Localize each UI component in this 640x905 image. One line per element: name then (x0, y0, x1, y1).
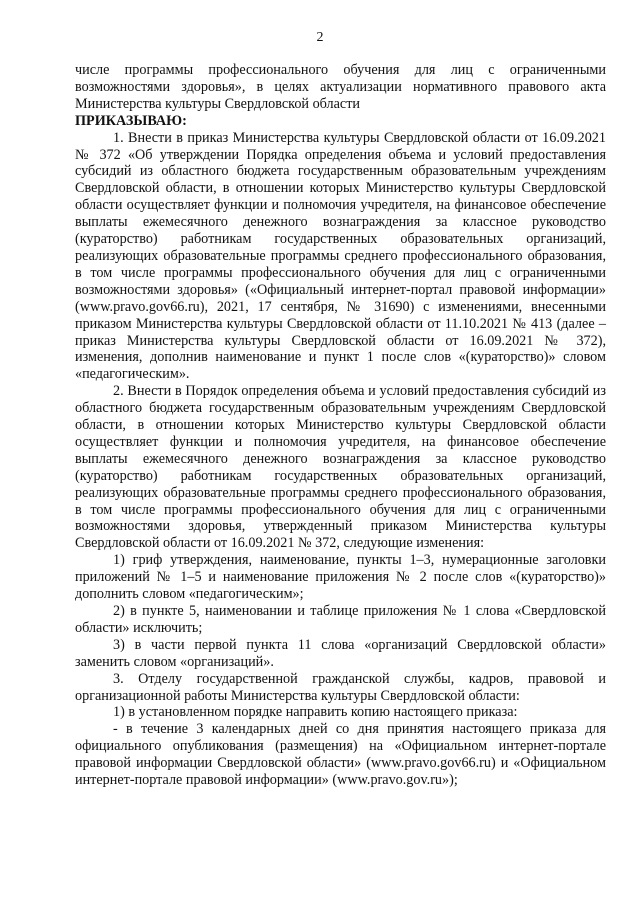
page-number: 2 (316, 30, 324, 45)
clause-1-paragraph: 1. Внести в приказ Министерства культуры Свердловской области от 16.09.2021 № 372 «Об утверждении Порядка определения объема и условий предоставления субсидий из областного бюджета государственным образовательным учреждениям Свердловской области, в отношении которых Министерство культуры Свердловской области осуществляет функции и полномочия учредителя, на финансовое обеспечение выплаты ежемесячного денежного вознаграждения за классное руководство (кураторство) работникам государственных образовательных организаций, реализующих образовательные программы среднего профессионального образования, в том числе программы профессионального обучения для лиц с ограниченными возможностями здоровья» («Официальный интернет-портал правовой информации» (www.pravo.gov66.ru), 2021, 17 сентября, № 31690) с изменениями, внесенными приказом Министерства культуры Свердловской области от 11.10.2021 № 413 (далее – приказ Министерства культуры Свердловской области от 16.09.2021 № 372), изменения, дополнив наименование и пункт 1 после слов «(кураторство)» словом «педагогическим». (75, 129, 606, 383)
clause-3-paragraph: 3. Отделу государственной гражданской службы, кадров, правовой и организационной работы Министерства культуры Свердловской области: (75, 670, 606, 704)
clause-2-item-1: 1) гриф утверждения, наименование, пункты 1–3, нумерационные заголовки приложений № 1–5 и наименование приложения № 2 после слов «(кураторство)» дополнить словом «педагогическим»; (75, 552, 606, 603)
order-heading: ПРИКАЗЫВАЮ: (75, 112, 187, 129)
clause-3-item-1: 1) в установленном порядке направить копию настоящего приказа: (113, 704, 518, 721)
document-body (75, 62, 606, 789)
clause-2-item-3: 3) в части первой пункта 11 слова «организаций Свердловской области» заменить словом «организаций». (75, 636, 606, 670)
clause-3-item-1-bullet: - в течение 3 календарных дней со дня принятия настоящего приказа для официального опубликования (размещения) на «Официальном интернет-портале правовой информации Свердловской области» (www.pravo.gov66.ru) и «Официальном интернет-портале правовой информации» (www.pravo.gov.ru»); (75, 721, 606, 789)
clause-2-paragraph: 2. Внести в Порядок определения объема и условий предоставления субсидий из областного бюджета государственным образовательным учреждениям Свердловской области, в отношении которых Министерство культуры Свердловской области осуществляет функции и полномочия учредителя, на финансовое обеспечение выплаты ежемесячного денежного вознаграждения за классное руководство (кураторство) работникам государственных образовательных организаций, реализующих образовательные программы среднего профессионального образования, в том числе программы профессионального обучения для лиц с ограниченными возможностями здоровья, утвержденный приказом Министерства культуры Свердловской области от 16.09.2021 № 372, следующие изменения: (75, 383, 606, 552)
clause-2-item-2: 2) в пункте 5, наименовании и таблице приложения № 1 слова «Свердловской области» исключить; (75, 603, 606, 636)
intro-paragraph: числе программы профессионального обучения для лиц с ограниченными возможностями здоровья», в целях актуализации нормативного правового акта Министерства культуры Свердловской области (75, 62, 606, 112)
